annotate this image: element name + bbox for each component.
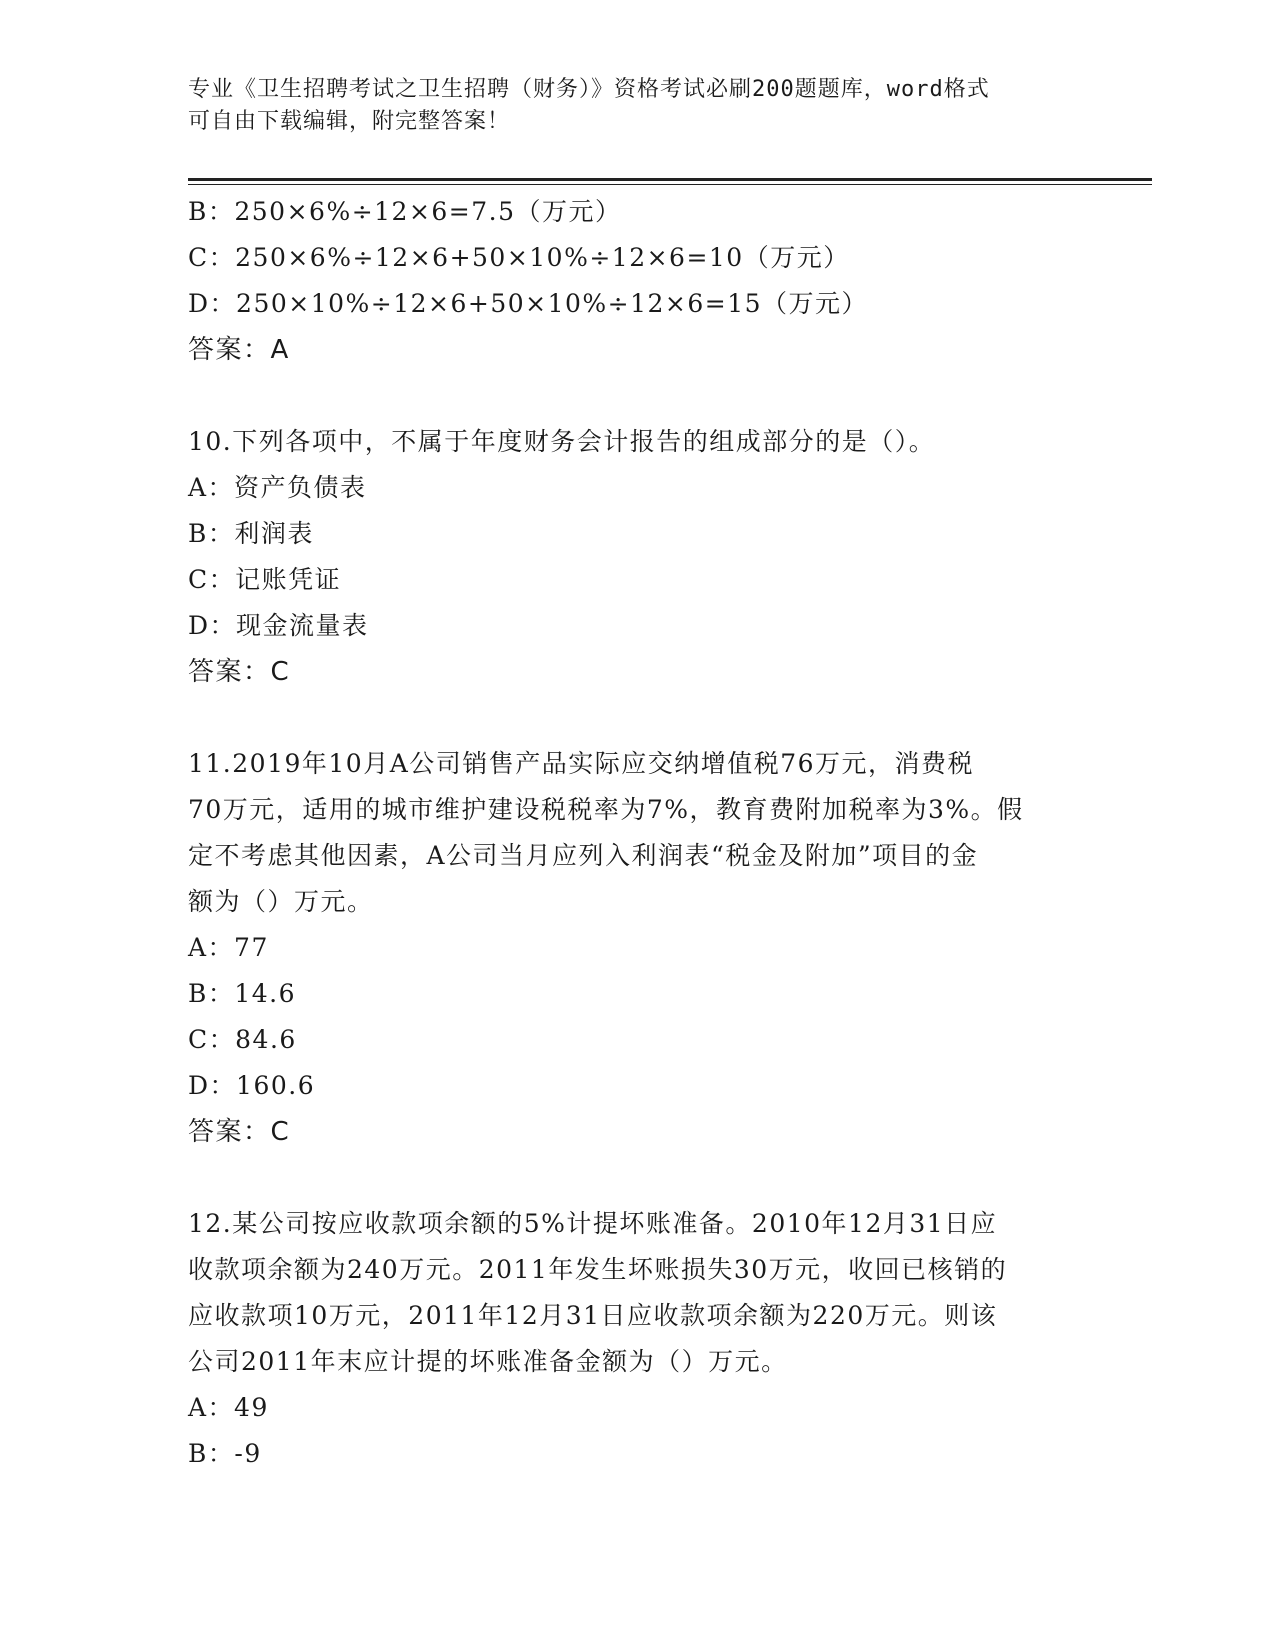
header-line-1: 专业《卫生招聘考试之卫生招聘（财务）》资格考试必刷200题题库，word格式 [188, 77, 990, 102]
document-body [188, 189, 1088, 1477]
option-d: D：160.6 [188, 1071, 316, 1100]
option-b: B：250×6%÷12×6=7.5（万元） [188, 197, 622, 226]
page-header [188, 74, 1068, 138]
question-stem-line: 11.2019年10月A公司销售产品实际应交纳增值税76万元，消费税 [188, 749, 975, 778]
option-a: A：资产负债表 [188, 473, 367, 502]
answer-line: 答案：A [188, 335, 290, 365]
question-stem-line: 12.某公司按应收款项余额的5%计提坏账准备。2010年12月31日应 [188, 1209, 998, 1238]
option-b: B：-9 [188, 1439, 262, 1468]
question-12 [188, 1201, 1088, 1477]
question-stem: 10.下列各项中，不属于年度财务会计报告的组成部分的是（）。 [188, 427, 936, 456]
option-a: A：49 [188, 1393, 269, 1422]
header-rule-thick [188, 178, 1152, 181]
spacer [188, 373, 1088, 419]
option-b: B：利润表 [188, 519, 314, 548]
spacer [188, 1155, 1088, 1201]
question-11 [188, 741, 1088, 1155]
option-c: C：84.6 [188, 1025, 297, 1054]
question-10 [188, 419, 1088, 695]
answer-line: 答案：C [188, 1117, 291, 1147]
question-stem-line: 70万元，适用的城市维护建设税税率为7%，教育费附加税率为3%。假 [188, 795, 1024, 824]
question-9-continued [188, 189, 1088, 373]
answer-line: 答案：C [188, 657, 291, 687]
option-d: D：250×10%÷12×6+50×10%÷12×6=15（万元） [188, 289, 869, 318]
option-b: B：14.6 [188, 979, 297, 1008]
option-a: A：77 [188, 933, 269, 962]
question-stem-line: 定不考虑其他因素，A公司当月应列入利润表“税金及附加”项目的金 [188, 841, 979, 870]
question-stem-line: 额为（）万元。 [188, 887, 374, 916]
question-stem-line: 收款项余额为240万元。2011年发生坏账损失30万元，收回已核销的 [188, 1255, 1008, 1284]
header-rule-thin [188, 184, 1152, 185]
spacer [188, 695, 1088, 741]
header-line-2: 可自由下载编辑，附完整答案！ [188, 109, 511, 134]
question-stem-line: 应收款项10万元，2011年12月31日应收款项余额为220万元。则该 [188, 1301, 998, 1330]
option-c: C：250×6%÷12×6+50×10%÷12×6=10（万元） [188, 243, 850, 272]
option-d: D：现金流量表 [188, 611, 369, 640]
question-stem-line: 公司2011年末应计提的坏账准备金额为（）万元。 [188, 1347, 788, 1376]
option-c: C：记账凭证 [188, 565, 342, 594]
